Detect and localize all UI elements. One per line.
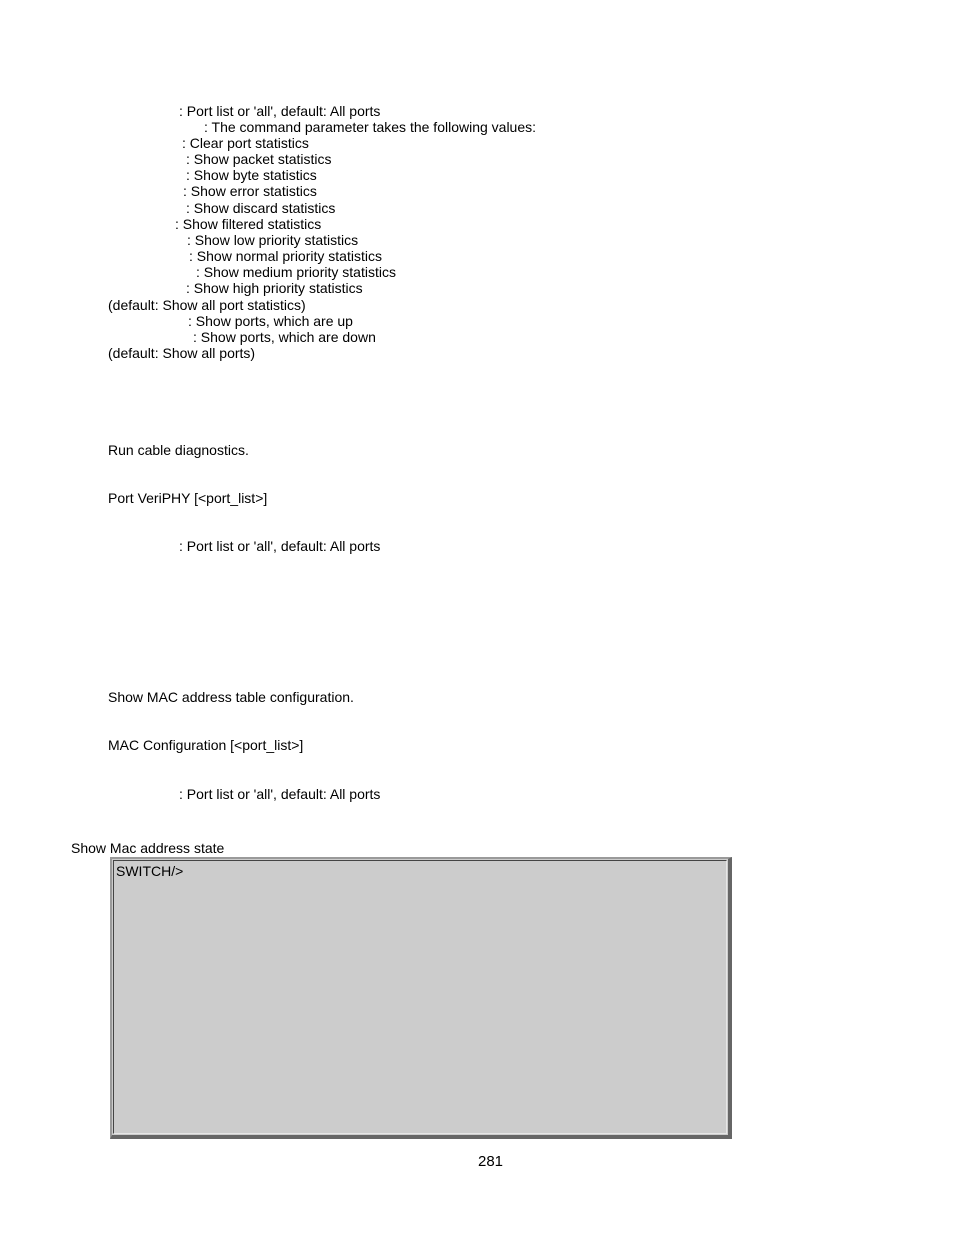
param-clear: : Clear port statistics	[182, 135, 309, 151]
param-high: : Show high priority statistics	[186, 280, 363, 296]
param-errors: : Show error statistics	[183, 183, 317, 199]
param-down: : Show ports, which are down	[193, 329, 376, 345]
param-discards: : Show discard statistics	[186, 200, 336, 216]
page-number: 281	[478, 1153, 504, 1170]
param-default-stats: (default: Show all port statistics)	[108, 297, 306, 313]
mac-config-syntax: MAC Configuration [<port_list>]	[108, 737, 304, 753]
veriphy-param-port-list: : Port list or 'all', default: All ports	[179, 538, 381, 554]
example-caption: Show Mac address state	[71, 840, 225, 856]
param-normal: : Show normal priority statistics	[189, 248, 382, 264]
param-bytes: : Show byte statistics	[186, 167, 317, 183]
terminal-prompt: SWITCH/>	[116, 863, 184, 879]
param-medium: : Show medium priority statistics	[196, 264, 396, 280]
param-low: : Show low priority statistics	[187, 232, 359, 248]
veriphy-syntax: Port VeriPHY [<port_list>]	[108, 490, 268, 506]
param-command-intro: : The command parameter takes the following values:	[204, 119, 537, 135]
param-default-ports: (default: Show all ports)	[108, 345, 256, 361]
terminal-screenshot	[110, 857, 732, 1139]
param-packets: : Show packet statistics	[186, 151, 332, 167]
veriphy-description: Run cable diagnostics.	[108, 442, 249, 458]
param-up: : Show ports, which are up	[188, 313, 353, 329]
mac-config-description: Show MAC address table configuration.	[108, 689, 354, 705]
param-filtered: : Show filtered statistics	[175, 216, 322, 232]
terminal-screen	[113, 860, 727, 1134]
mac-config-param-port-list: : Port list or 'all', default: All ports	[179, 786, 381, 802]
param-port-list: : Port list or 'all', default: All ports	[179, 103, 381, 119]
